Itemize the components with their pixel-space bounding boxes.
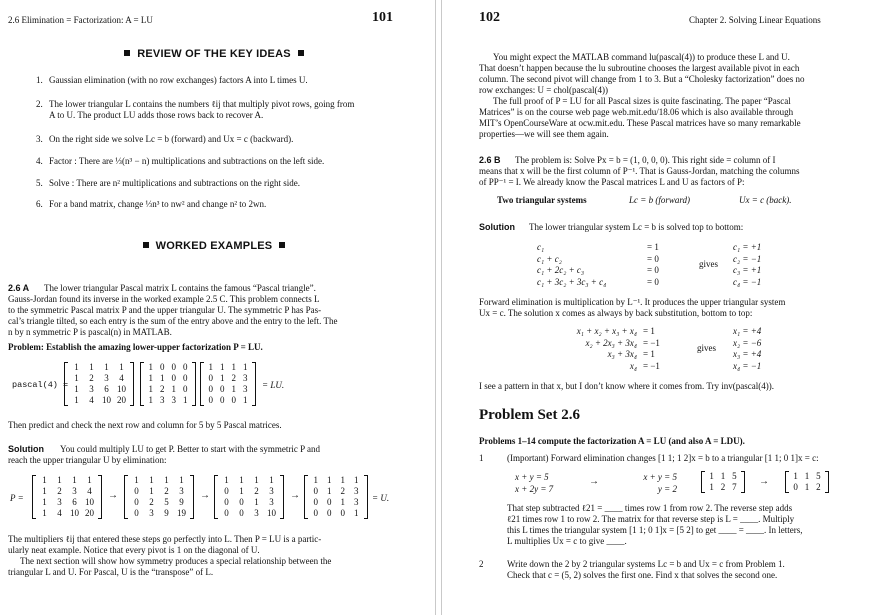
example-line: Gauss-Jordan found its inverse in the worked example 2.5 C. This problem connects L [8, 294, 320, 304]
solution-label-right: Solution [479, 222, 515, 232]
intro-line: MIT’s OpenCourseWare at ocw.mit.edu. These Pascal matrices have so many remarkable [479, 118, 801, 128]
gives-label: gives [699, 259, 718, 269]
matrix-entry: 3 [104, 373, 109, 383]
matrix-entry: 20 [85, 508, 94, 518]
elimination-matrix-4 [304, 475, 368, 519]
matrix-entry: 1 [224, 475, 229, 485]
matrix-row [305, 497, 367, 508]
matrix-entry: 1 [42, 486, 47, 496]
matrix-row [305, 486, 367, 497]
square-bullet-icon [143, 242, 149, 248]
matrix-entry: 0 [313, 497, 318, 507]
gives-label: gives [697, 343, 716, 353]
problem-1-number: 1 [479, 453, 484, 463]
problem-1-system-2: x + y = 5 y = 2 [643, 472, 677, 494]
matrix-row [65, 384, 133, 395]
matrix-entry: 0 [183, 373, 188, 383]
matrix-entry: 1 [57, 475, 62, 485]
problem-set-intro: Problems 1–14 compute the factorization A = LU (and also A = LDU). [479, 436, 745, 446]
augmented-matrix-1 [701, 471, 745, 493]
lower-system-lhs: c₁ c₁ + c₂ c₁ + 2c₂ + c₃ c₁ + 3c₂ + 3c₃ + c₄ [537, 242, 607, 287]
matrix-entry: 1 [119, 362, 124, 372]
solution-line: You could multiply LU to get P. Better to start with the symmetric P and [60, 444, 320, 454]
arrow-right-icon: → [108, 490, 118, 501]
closing-line: The multipliers ℓij that entered these steps go perfectly into L. Then P = LU is a partic- [8, 534, 322, 544]
matrix-entry: 5 [732, 471, 737, 481]
matrix-entry: 1 [42, 475, 47, 485]
matrix-row [65, 362, 133, 373]
problem-1-text: That step subtracted ℓ21 = ____ times row 1 from row 2. The reverse step adds [507, 503, 793, 513]
matrix-entry: 20 [117, 395, 126, 405]
matrix-row [786, 482, 828, 493]
square-bullet-icon [298, 50, 304, 56]
matrix-row [201, 362, 255, 373]
matrix-entry: 1 [74, 362, 79, 372]
matrix-entry: 1 [148, 395, 153, 405]
worked-examples-heading: WORKED EXAMPLES [0, 240, 428, 252]
review-heading: REVIEW OF THE KEY IDEAS [0, 48, 428, 60]
matrix-entry: 1 [793, 471, 798, 481]
matrix-entry: 3 [354, 486, 359, 496]
matrix-entry: 3 [160, 395, 165, 405]
closing-line: ularly neat example. Notice that every pivot is 1 on the diagonal of U. [8, 545, 260, 555]
matrix-entry: 0 [313, 486, 318, 496]
matrix-entry: 1 [87, 475, 92, 485]
matrix-row [65, 373, 133, 384]
intro-line: column. The second pivot will change from 1 to 3. But a “Cholesky factorization” does no [479, 74, 805, 84]
right-page [449, 0, 877, 615]
matrix-entry: 10 [85, 497, 94, 507]
problem-2-text: Write down the 2 by 2 triangular systems Lc = b and Ux = c from Problem 1. [507, 559, 785, 569]
book-gutter [428, 0, 449, 615]
left-page: 2.6 Elimination = Factorization: A = LU 101 REVIEW OF THE KEY IDEAS 1. Gaussian elimination (with no row exchanges) factors A into L times U. 2. The lower triangular L contains the numbers ℓij that multiply pivot rows, going from A to U. The product LU adds those rows back to recover A. 3. On the right side we solve Lc = b (forward) and Ux = c (backward). 4. Factor : There are ⅓(n³ − n) multiplications and subtractions on the left side. 5. Solve : There are n² multiplications and subtractions on the right side. 6. For a band matrix, change ⅓n³ to nw² and change n² to 2wn. WORKED EXAMPLES 2.6 A The lower triangular Pascal matrix L contains the famous “Pascal triangle”. Gauss-Jordan found its inverse in the worked example 2.5 C. This problem connects L to the symmetric Pascal matrix P and the upper triangular U. The symmetric P has Pas- cal’s triangle tilted, so each entry is the sum of the entry above and the entry to the left. The n by n symmetric P is pascal(n) in MATLAB. Problem: Establish the amazing lower-upper factorization P = LU. pascal(4) = 1 1 1 1 1 2 3 4 1 3 6 10 1 4 10 20 1 0 0 0 1 1 0 0 1 2 1 0 1 3 3 1 1 1 1 1 0 1 2 3 0 0 1 3 0 0 0 1 = LU. Then predict and check the next row and column for 5 by 5 Pascal matrices. Solution You could multiply LU to get P. Better to start with the symmetric P and reach the upper triangular U by elimination: P = 1 1 1 1 1 2 3 4 1 3 6 10 1 4 10 20 → 1 1 1 1 0 1 2 3 0 2 5 9 0 3 9 19 → 1 1 1 1 0 1 2 3 0 0 1 3 0 0 3 10 → 1 1 1 1 0 1 2 3 0 0 1 3 0 0 0 1 = U. The multipliers ℓij that entered these steps go perfectly into L. Then P = LU is a partic- ularly neat example. Notice that every pivot is 1 on the diagonal of U. The next section will show how symmetry produces a special relationship between the triangular L and U. For Pascal, U is the “transpose” of L. [0, 0, 428, 615]
matrix-entry: 5 [816, 471, 821, 481]
intro-line: The full proof of P = LU for all Pascal sizes is quite fascinating. The paper “Pascal [493, 96, 791, 106]
page-number-right: 102 [479, 10, 500, 25]
matrix-entry: 2 [231, 373, 236, 383]
matrix-entry: 1 [208, 362, 213, 372]
matrix-entry: 0 [224, 486, 229, 496]
matrix-entry: 0 [134, 508, 139, 518]
problem-1-line: (Important) Forward elimination changes [1 1; 1 2]x = b to a triangular [1 1; 0 1]x = c: [507, 453, 819, 463]
example-line: cal’s triangle tilted, so each entry is the sum of the entry above and the entry to the left. The [8, 316, 338, 326]
eq-lu: = LU. [262, 380, 285, 390]
upper-system-rhs: = 1 = −1 = 1 = −1 [643, 326, 660, 371]
matrix-entry: 1 [254, 475, 259, 485]
matrix-entry: 1 [354, 508, 359, 518]
matrix-row [141, 395, 195, 406]
solution-label: Solution [8, 444, 44, 454]
matrix-entry: 0 [183, 384, 188, 394]
matrix-entry: 1 [269, 475, 274, 485]
matrix-entry: 1 [42, 508, 47, 518]
page-number-left: 101 [372, 10, 393, 25]
matrix-entry: 1 [231, 384, 236, 394]
matrix-entry: 0 [327, 508, 332, 518]
matrix-entry: 1 [354, 475, 359, 485]
matrix-row [33, 508, 101, 519]
pascal-label: pascal(4) = [12, 380, 69, 390]
matrix-entry: 1 [313, 475, 318, 485]
closing-line: The next section will show how symmetry produces a special relationship between the [20, 556, 332, 566]
matrix-entry: 0 [220, 395, 225, 405]
forward-line: Ux = c. The solution x comes as always by back substitution, bottom to top: [479, 308, 753, 318]
matrix-entry: 0 [160, 362, 165, 372]
intro-line: You might expect the MATLAB command lu(pascal(4)) to produce these L and U. [493, 52, 790, 62]
matrix-entry: 1 [148, 362, 153, 372]
matrix-row [215, 497, 283, 508]
upper-system-solution: x₁ = +4 x₂ = −6 x₃ = +4 x₄ = −1 [733, 326, 762, 371]
matrix-entry: 0 [208, 373, 213, 383]
matrix-entry: 2 [720, 482, 726, 492]
matrix-entry: 1 [134, 475, 139, 485]
pascal-matrix [64, 362, 134, 406]
matrix-entry: 1 [149, 475, 154, 485]
matrix-entry: 1 [160, 373, 165, 383]
L-matrix [140, 362, 196, 406]
upper-system-lhs: x₁ + x₂ + x₃ + x₄ x₂ + 2x₃ + 3x₄ x₃ + 3x₄ x₄ [576, 326, 637, 371]
matrix-row [305, 475, 367, 486]
predict-line: Then predict and check the next row and column for 5 by 5 Pascal matrices. [8, 420, 282, 430]
problem-1-text: this L times the triangular system [1 1; 0 1]x = [5 2] to get ____ = ____. In letters, [507, 525, 803, 535]
intro-line: properties—we will see them again. [479, 129, 609, 139]
matrix-row [65, 395, 133, 406]
problem-1-system-1: x + y = 5 x + 2y = 7 [515, 472, 554, 494]
matrix-entry: 3 [269, 486, 274, 496]
matrix-entry: 0 [239, 497, 244, 507]
example-line: to the symmetric Pascal matrix P and the upper triangular U. The symmetric P has Pas- [8, 305, 322, 315]
problem-statement: Problem: Establish the amazing lower-upper factorization P = LU. [8, 342, 263, 352]
arrow-right-icon: → [589, 476, 599, 487]
matrix-entry: 4 [89, 395, 94, 405]
matrix-entry: 1 [231, 362, 236, 372]
matrix-entry: 0 [134, 486, 139, 496]
example-b-line: means that x will be the first column of P⁻¹. That is Gauss-Jordan, matching the columns [479, 166, 800, 176]
matrix-entry: 2 [89, 373, 94, 383]
matrix-entry: 3 [254, 508, 259, 518]
matrix-entry: 0 [239, 508, 244, 518]
matrix-entry: 0 [231, 395, 236, 405]
matrix-entry: 1 [104, 362, 109, 372]
matrix-entry: 3 [57, 497, 62, 507]
matrix-entry: 1 [171, 384, 176, 394]
lower-system-solution: c₁ = +1 c₂ = −1 c₃ = +1 c₄ = −1 [733, 242, 762, 287]
matrix-row [702, 471, 744, 482]
matrix-row [141, 362, 195, 373]
example-line: The lower triangular Pascal matrix L contains the famous “Pascal triangle”. [44, 283, 316, 293]
matrix-entry: 0 [793, 482, 798, 492]
matrix-entry: 2 [340, 486, 345, 496]
matrix-entry: 0 [340, 508, 345, 518]
matrix-row [125, 508, 193, 519]
square-bullet-icon [124, 50, 130, 56]
matrix-entry: 3 [171, 395, 176, 405]
forward-line: Forward elimination is multiplication by L⁻¹. It produces the upper triangular system [479, 297, 786, 307]
matrix-entry: 0 [134, 497, 139, 507]
matrix-entry: 1 [183, 395, 188, 405]
augmented-matrix-2 [785, 471, 829, 493]
arrow-right-icon: → [200, 490, 210, 501]
solution-line: reach the upper triangular U by elimination: [8, 455, 167, 465]
matrix-entry: 2 [149, 497, 154, 507]
problem-1-text: ℓ21 times row 1 to row 2. The matrix for that reverse step is L = ____. Multiply [507, 514, 795, 524]
matrix-entry: 1 [243, 395, 248, 405]
matrix-entry: 2 [160, 384, 165, 394]
matrix-entry: 1 [89, 362, 94, 372]
matrix-entry: 0 [327, 497, 332, 507]
pattern-line: I see a pattern in that x, but I don’t know where it comes from. Try inv(pascal(4)). [479, 381, 775, 391]
matrix-entry: 3 [89, 384, 94, 394]
matrix-entry: 0 [313, 508, 318, 518]
matrix-entry: 1 [164, 475, 169, 485]
matrix-entry: 3 [72, 486, 77, 496]
matrix-entry: 2 [164, 486, 169, 496]
matrix-entry: 0 [171, 373, 176, 383]
solution-line-right: The lower triangular system Lc = b is solved top to bottom: [529, 222, 744, 232]
arrow-right-icon: → [759, 476, 769, 487]
running-head-left: 2.6 Elimination = Factorization: A = LU [8, 15, 153, 25]
example-b-line: The problem is: Solve Px = b = (1, 0, 0, 0). This right side = column of I [515, 155, 776, 165]
eq-u: = U. [372, 493, 390, 503]
intro-line: That doesn’t happen because the lu subroutine chooses the largest available pivot in each [479, 63, 800, 73]
intro-line: Matrices” is on the course web page web.mit.edu/18.06 which is also available through [479, 107, 794, 117]
matrix-entry: 1 [254, 497, 259, 507]
problem-1-text: L multiplies Ux = c to give ____. [507, 536, 627, 546]
running-head-right: Chapter 2. Solving Linear Equations [689, 15, 821, 25]
matrix-entry: 1 [220, 373, 225, 383]
matrix-entry: 1 [327, 486, 332, 496]
matrix-entry: 1 [709, 471, 714, 481]
example-label: 2.6 A [8, 283, 30, 293]
matrix-entry: 1 [179, 475, 184, 485]
matrix-entry: 1 [804, 482, 810, 492]
matrix-row [141, 384, 195, 395]
matrix-entry: 3 [243, 384, 248, 394]
matrix-entry: 2 [816, 482, 821, 492]
matrix-entry: 3 [243, 373, 248, 383]
matrix-row [33, 486, 101, 497]
matrix-entry: 1 [243, 362, 248, 372]
example-b-label: 2.6 B [479, 155, 501, 165]
matrix-entry: 1 [340, 475, 345, 485]
matrix-row [305, 508, 367, 519]
problem-2-text: Check that c = (5, 2) solves the first one. Find x that solves the second one. [507, 570, 778, 580]
matrix-entry: 2 [254, 486, 259, 496]
two-triangular-eq1: Lc = b (forward) [629, 195, 690, 205]
matrix-row [125, 475, 193, 486]
arrow-right-icon: → [290, 490, 300, 501]
matrix-row [125, 497, 193, 508]
matrix-entry: 0 [183, 362, 188, 372]
matrix-entry: 1 [148, 384, 153, 394]
elimination-matrix-1 [32, 475, 102, 519]
problem-set-title: Problem Set 2.6 [479, 407, 580, 423]
matrix-row [201, 384, 255, 395]
matrix-entry: 1 [327, 475, 332, 485]
matrix-entry: 0 [208, 384, 213, 394]
matrix-entry: 6 [72, 497, 77, 507]
matrix-entry: 1 [340, 497, 345, 507]
matrix-entry: 0 [171, 362, 176, 372]
matrix-entry: 2 [57, 486, 62, 496]
matrix-row [786, 471, 828, 482]
elimination-matrix-3 [214, 475, 284, 519]
matrix-entry: 0 [224, 508, 229, 518]
matrix-entry: 4 [119, 373, 124, 383]
matrix-row [33, 497, 101, 508]
matrix-entry: 1 [42, 497, 47, 507]
square-bullet-icon [279, 242, 285, 248]
example-line: n by n symmetric P is pascal(n) in MATLAB. [8, 327, 172, 337]
matrix-entry: 10 [117, 384, 126, 394]
problem-2-number: 2 [479, 559, 484, 569]
matrix-entry: 3 [354, 497, 359, 507]
matrix-entry: 7 [732, 482, 737, 492]
closing-line: triangular L and U. For Pascal, U is the “transpose” of L. [8, 567, 214, 577]
matrix-entry: 3 [149, 508, 154, 518]
matrix-entry: 0 [224, 497, 229, 507]
intro-line: row exchanges: U = chol(pascal(4)) [479, 85, 609, 95]
matrix-entry: 6 [104, 384, 109, 394]
matrix-entry: 1 [74, 373, 79, 383]
matrix-entry: 0 [208, 395, 213, 405]
matrix-entry: 1 [220, 362, 225, 372]
matrix-entry: 5 [164, 497, 169, 507]
P-label: P = [10, 493, 24, 503]
matrix-row [33, 475, 101, 486]
matrix-entry: 1 [804, 471, 810, 481]
matrix-row [201, 373, 255, 384]
elimination-matrix-2 [124, 475, 194, 519]
matrix-row [201, 395, 255, 406]
matrix-row [215, 486, 283, 497]
matrix-entry: 1 [74, 384, 79, 394]
matrix-entry: 1 [239, 486, 244, 496]
matrix-entry: 3 [269, 497, 274, 507]
matrix-entry: 4 [57, 508, 62, 518]
matrix-entry: 9 [179, 497, 184, 507]
matrix-entry: 19 [177, 508, 186, 518]
matrix-entry: 10 [102, 395, 111, 405]
matrix-entry: 1 [149, 486, 154, 496]
matrix-entry: 1 [720, 471, 726, 481]
matrix-entry: 0 [220, 384, 225, 394]
matrix-row [125, 486, 193, 497]
matrix-entry: 4 [87, 486, 92, 496]
matrix-entry: 1 [148, 373, 153, 383]
matrix-entry: 10 [267, 508, 276, 518]
example-b-line: of PP⁻¹ = I. We already know the Pascal matrices L and U as factors of P: [479, 177, 745, 187]
matrix-entry: 1 [239, 475, 244, 485]
matrix-row [702, 482, 744, 493]
U-matrix [200, 362, 256, 406]
matrix-entry: 1 [72, 475, 77, 485]
matrix-entry: 10 [70, 508, 79, 518]
matrix-entry: 1 [74, 395, 79, 405]
matrix-row [141, 373, 195, 384]
matrix-entry: 1 [709, 482, 714, 492]
matrix-entry: 3 [179, 486, 184, 496]
matrix-row [215, 508, 283, 519]
two-triangular-label: Two triangular systems [497, 195, 587, 205]
two-triangular-eq2: Ux = c (back). [739, 195, 792, 205]
matrix-row [215, 475, 283, 486]
lower-system-rhs: = 1 = 0 = 0 = 0 [647, 242, 659, 287]
matrix-entry: 9 [164, 508, 169, 518]
